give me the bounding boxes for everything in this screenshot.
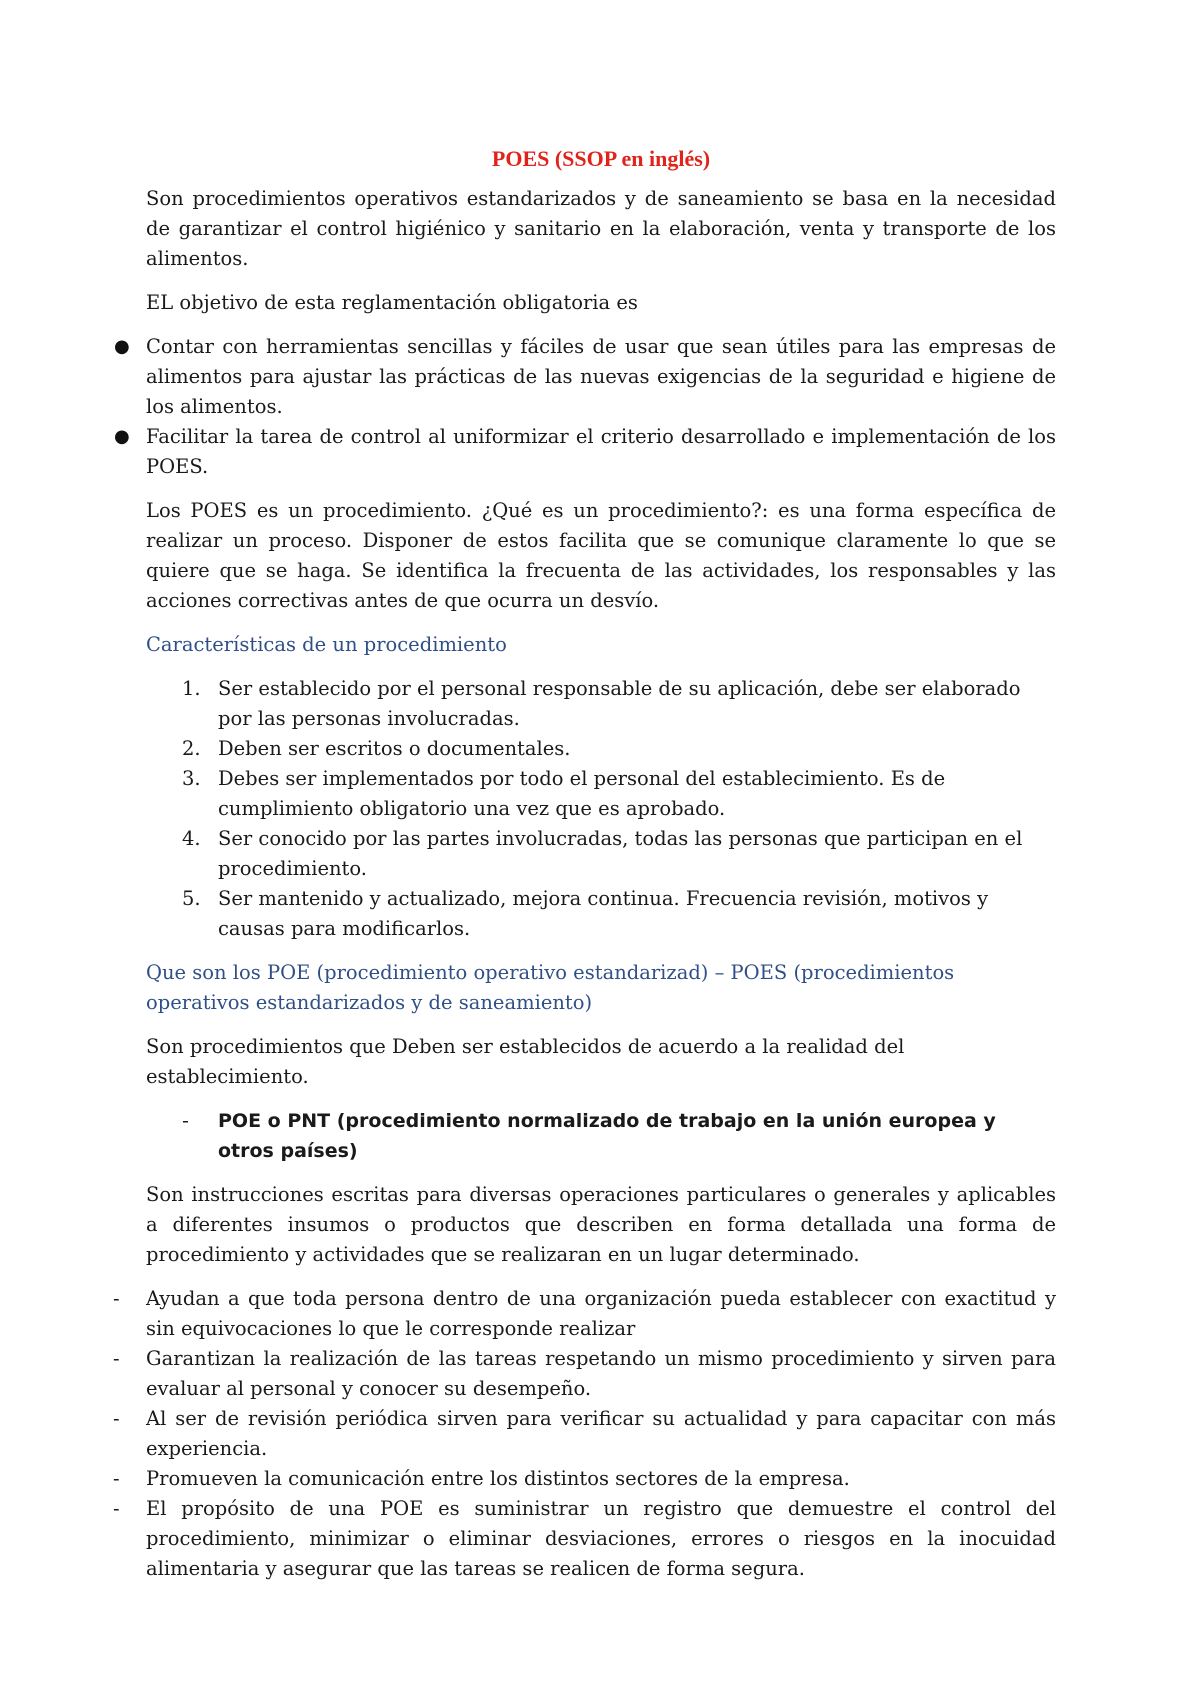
procedure-paragraph: Los POES es un procedimiento. ¿Qué es un procedimiento?: es una forma específica de realizar un proceso. Disponer de estos facilita que se comunique claramente lo que se quiere que se haga. Se identifica la frecuenta de las actividades, los responsables y las acciones correctivas antes de que ocurra un desvío. [146,499,1056,612]
list-item [182,674,1056,734]
list-item-text: Facilitar la tarea de control al uniformizar el criterio desarrollado e implementación de los POES. [146,425,1056,478]
list-number: 3. [182,767,201,790]
list-item-text: Promueven la comunicación entre los distintos sectores de la empresa. [146,1467,850,1490]
list-item-text: Debes ser implementados por todo el personal del establecimiento. Es de cumplimiento obligatorio una vez que es aprobado. [218,767,946,820]
list-item-text: Ayudan a que toda persona dentro de una organización pueda establecer con exactitud y sin equivocaciones lo que le corresponde realizar [146,1287,1056,1340]
list-item-text: Al ser de revisión periódica sirven para verificar su actualidad y para capacitar con más experiencia. [146,1407,1056,1460]
list-item-text: Garantizan la realización de las tareas respetando un mismo procedimiento y sirven para evaluar al personal y conocer su desempeño. [146,1347,1056,1400]
characteristics-heading: Características de un procedimiento [146,633,507,656]
benefits-list [113,1284,1056,1584]
intro-paragraph: Son procedimientos operativos estandarizados y de saneamiento se basa en la necesidad de garantizar el control higiénico y sanitario en la elaboración, venta y transporte de los alimentos. [146,187,1056,270]
dash-icon: - [113,1407,120,1430]
list-item [182,824,1056,884]
dash-icon: - [113,1497,120,1520]
list-item [113,1404,1056,1464]
instructions-paragraph: Son instrucciones escritas para diversas operaciones particulares o generales y aplicables a diferentes insumos o productos que describen en forma detallada una forma de procedimiento y actividades que se realizaran en un lugar determinado. [146,1183,1056,1266]
poe-subheading [146,1106,1056,1166]
list-item-text: Contar con herramientas sencillas y fáciles de usar que sean útiles para las empresas de alimentos para ajustar las prácticas de las nuevas exigencias de la seguridad e higiene de los alimentos. [146,335,1056,418]
list-item [182,884,1056,944]
list-item-text: Ser conocido por las partes involucradas, todas las personas que participan en el procedimiento. [218,827,1023,880]
list-number: 5. [182,887,201,910]
list-item-text: Ser mantenido y actualizado, mejora continua. Frecuencia revisión, motivos y causas para modificarlos. [218,887,989,940]
poe-sentence: Son procedimientos que Deben ser establecidos de acuerdo a la realidad del establecimiento. [146,1035,905,1088]
dash-icon: - [113,1347,120,1370]
dash-icon: - [113,1287,120,1310]
list-item [113,1344,1056,1404]
list-number: 2. [182,737,201,760]
list-item-text: El propósito de una POE es suministrar un registro que demuestre el control del procedimiento, minimizar o eliminar desviaciones, errores o riesgos en la inocuidad alimentaria y asegurar que las tareas se realicen de forma segura. [146,1497,1056,1580]
list-item-text: Deben ser escritos o documentales. [218,737,571,760]
objective-lead: EL objetivo de esta reglamentación obligatoria es [146,291,638,314]
list-item [182,764,1056,824]
list-item [114,422,1056,482]
document-body [113,144,1056,1584]
list-number: 4. [182,827,201,850]
list-item [182,734,1056,764]
list-item [114,332,1056,422]
objective-list [114,332,1056,482]
bullet-icon: ● [114,336,130,357]
list-item-text: Ser establecido por el personal responsable de su aplicación, debe ser elaborado por las personas involucradas. [218,677,1021,730]
list-item [113,1494,1056,1584]
poe-subheading-text: POE o PNT (procedimiento normalizado de trabajo en la unión europea y otros países) [218,1110,996,1162]
list-number: 1. [182,677,201,700]
poe-heading: Que son los POE (procedimiento operativo estandarizad) – POES (procedimientos operativos estandarizados y de saneamiento) [146,961,955,1014]
dash-icon: - [113,1467,120,1490]
list-item [113,1284,1056,1344]
list-item [113,1464,1056,1494]
dash-icon: - [182,1110,189,1132]
bullet-icon: ● [114,426,130,447]
document-title: POES (SSOP en inglés) [491,146,711,171]
characteristics-list [146,674,1056,944]
